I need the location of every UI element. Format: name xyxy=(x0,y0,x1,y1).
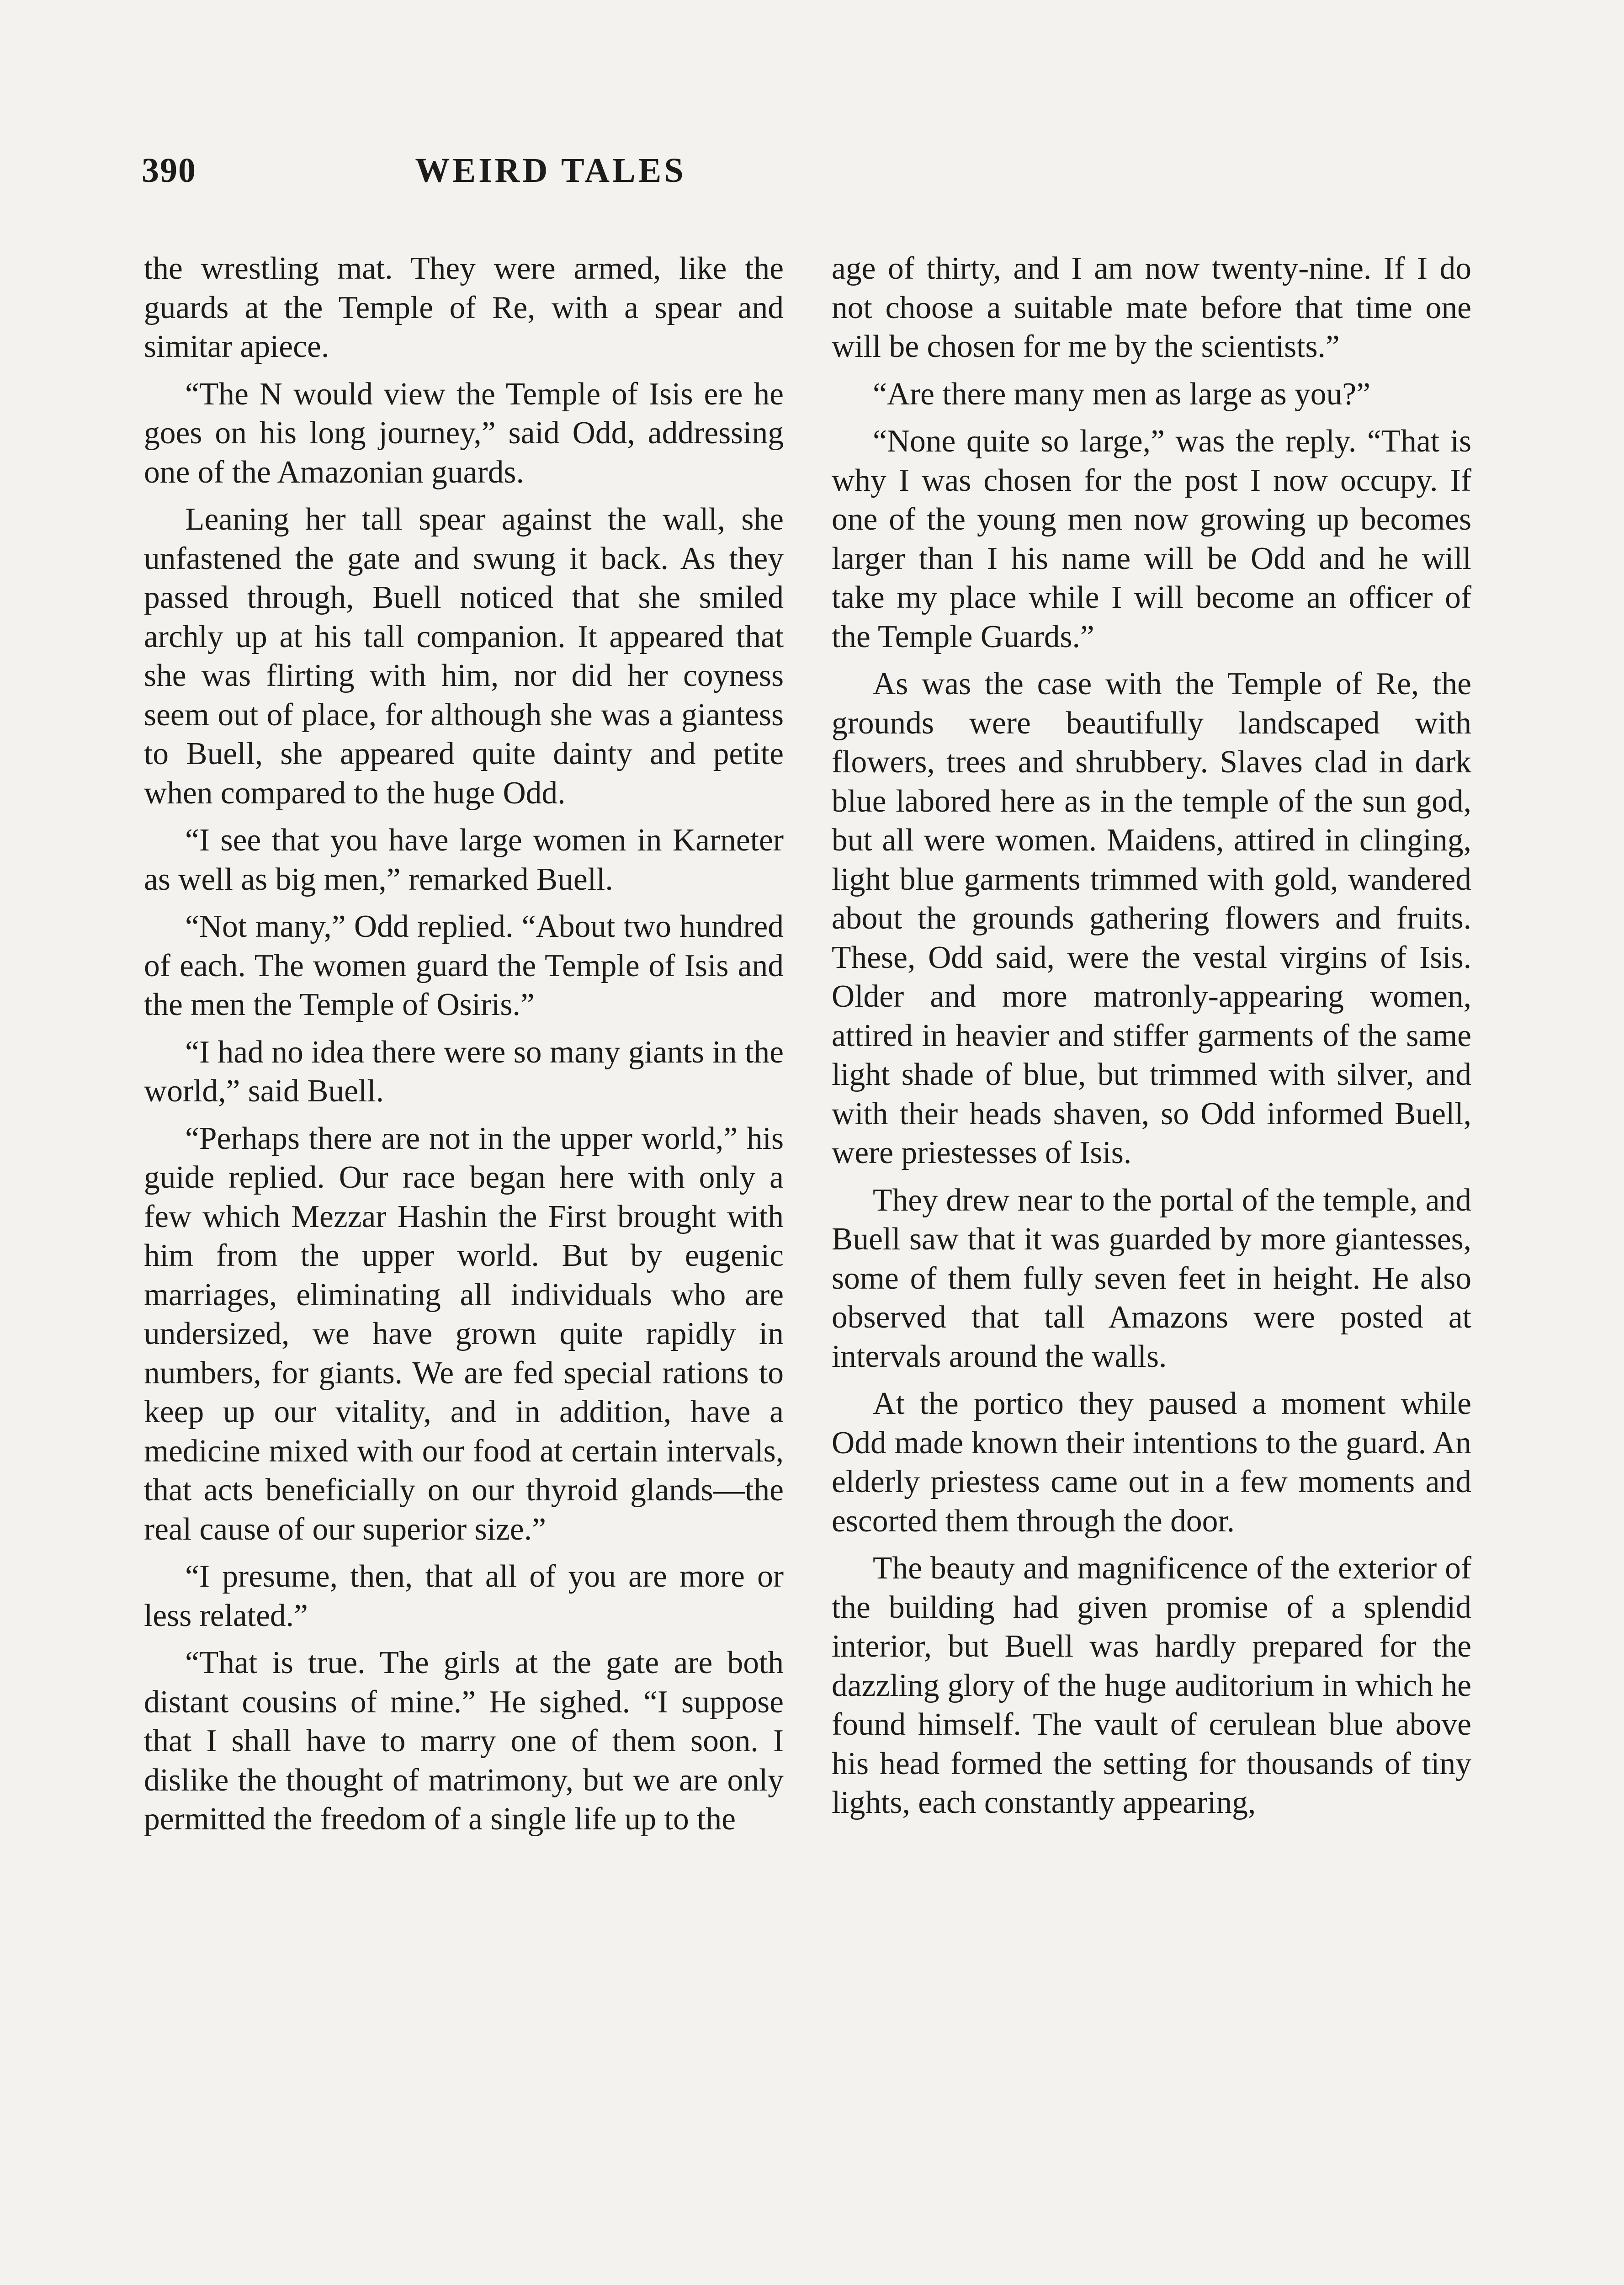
paragraph: “Are there many men as large as you?” xyxy=(873,376,1370,412)
paragraph: The beauty and magnificence of the exterior of the building had given promise of a splendid interior, but Buell was hardly prepared for the dazzling glory of the huge auditorium in which he found himself. The vault of cerulean blue above his head formed the setting for thousands of tiny lights, each constantly appearing, xyxy=(832,1551,1471,1820)
page-number: 390 xyxy=(142,151,196,190)
right-column xyxy=(832,249,1471,1831)
paragraph: “The N would view the Temple of Isis ere he goes on his long journey,” said Odd, addressing one of the Amazonian guards. xyxy=(144,376,784,490)
paragraph: “I had no idea there were so many giants in the world,” said Buell. xyxy=(144,1034,784,1109)
paragraph: “None quite so large,” was the reply. “That is why I was chosen for the post I now occupy. If one of the young men now growing up becomes larger than I his name will be Odd and he will take my place while I will become an officer of the Temple Guards.” xyxy=(832,424,1471,654)
paragraph: “Perhaps there are not in the upper world,” his guide replied. Our race began here with only a few which Mezzar Hashin the First brought with him from the upper world. But by eugenic marriages, eliminating all individuals who are undersized, we have grown quite rapidly in numbers, for giants. We are fed special rations to keep up our vitality, and in addition, have a medicine mixed with our food at certain intervals, that acts beneficially on our thyroid glands—the real cause of our superior size.” xyxy=(144,1121,784,1547)
paragraph: They drew near to the portal of the temple, and Buell saw that it was guarded by more giantesses, some of them fully seven feet in height. He also observed that tall Amazons were posted at intervals around the walls. xyxy=(832,1182,1471,1374)
paragraph: “Not many,” Odd replied. “About two hundred of each. The women guard the Temple of Isis and the men the Temple of Osiris.” xyxy=(144,909,784,1022)
paragraph: the wrestling mat. They were armed, like the guards at the Temple of Re, with a spear and simitar apiece. xyxy=(144,251,784,364)
page-header xyxy=(142,151,960,206)
magazine-title: WEIRD TALES xyxy=(415,151,686,190)
left-column xyxy=(144,249,784,1847)
paragraph: As was the case with the Temple of Re, the grounds were beautifully landscaped with flowers, trees and shrubbery. Slaves clad in dark blue labored here as in the temple of the sun god, but all were women. Maidens, attired in clinging, light blue garments trimmed with gold, wandered about the grounds gathering flowers and fruits. These, Odd said, were the vestal virgins of Isis. Older and more matronly-appearing women, attired in heavier and stiffer garments of the same light shade of blue, but trimmed with silver, and with their heads shaven, so Odd informed Buell, were priestesses of Isis. xyxy=(832,666,1471,1170)
paragraph: “I presume, then, that all of you are more or less related.” xyxy=(144,1559,784,1633)
paragraph: “I see that you have large women in Karneter as well as big men,” remarked Buell. xyxy=(144,823,784,897)
paragraph: age of thirty, and I am now twenty-nine. If I do not choose a suitable mate before that time one will be chosen for me by the scientists.” xyxy=(832,251,1471,364)
paragraph: Leaning her tall spear against the wall, she unfastened the gate and swung it back. As they passed through, Buell noticed that she smiled archly up at his tall companion. It appeared that she was flirting with him, nor did her coyness seem out of place, for although she was a giantess to Buell, she appeared quite dainty and petite when compared to the huge Odd. xyxy=(144,502,784,811)
paragraph: “That is true. The girls at the gate are both distant cousins of mine.” He sighed. “I suppose that I shall have to marry one of them soon. I dislike the thought of matrimony, but we are only permitted the freedom of a single life up to the xyxy=(144,1645,784,1837)
paragraph: At the portico they paused a moment while Odd made known their intentions to the guard. An elderly priestess came out in a few moments and escorted them through the door. xyxy=(832,1386,1471,1539)
